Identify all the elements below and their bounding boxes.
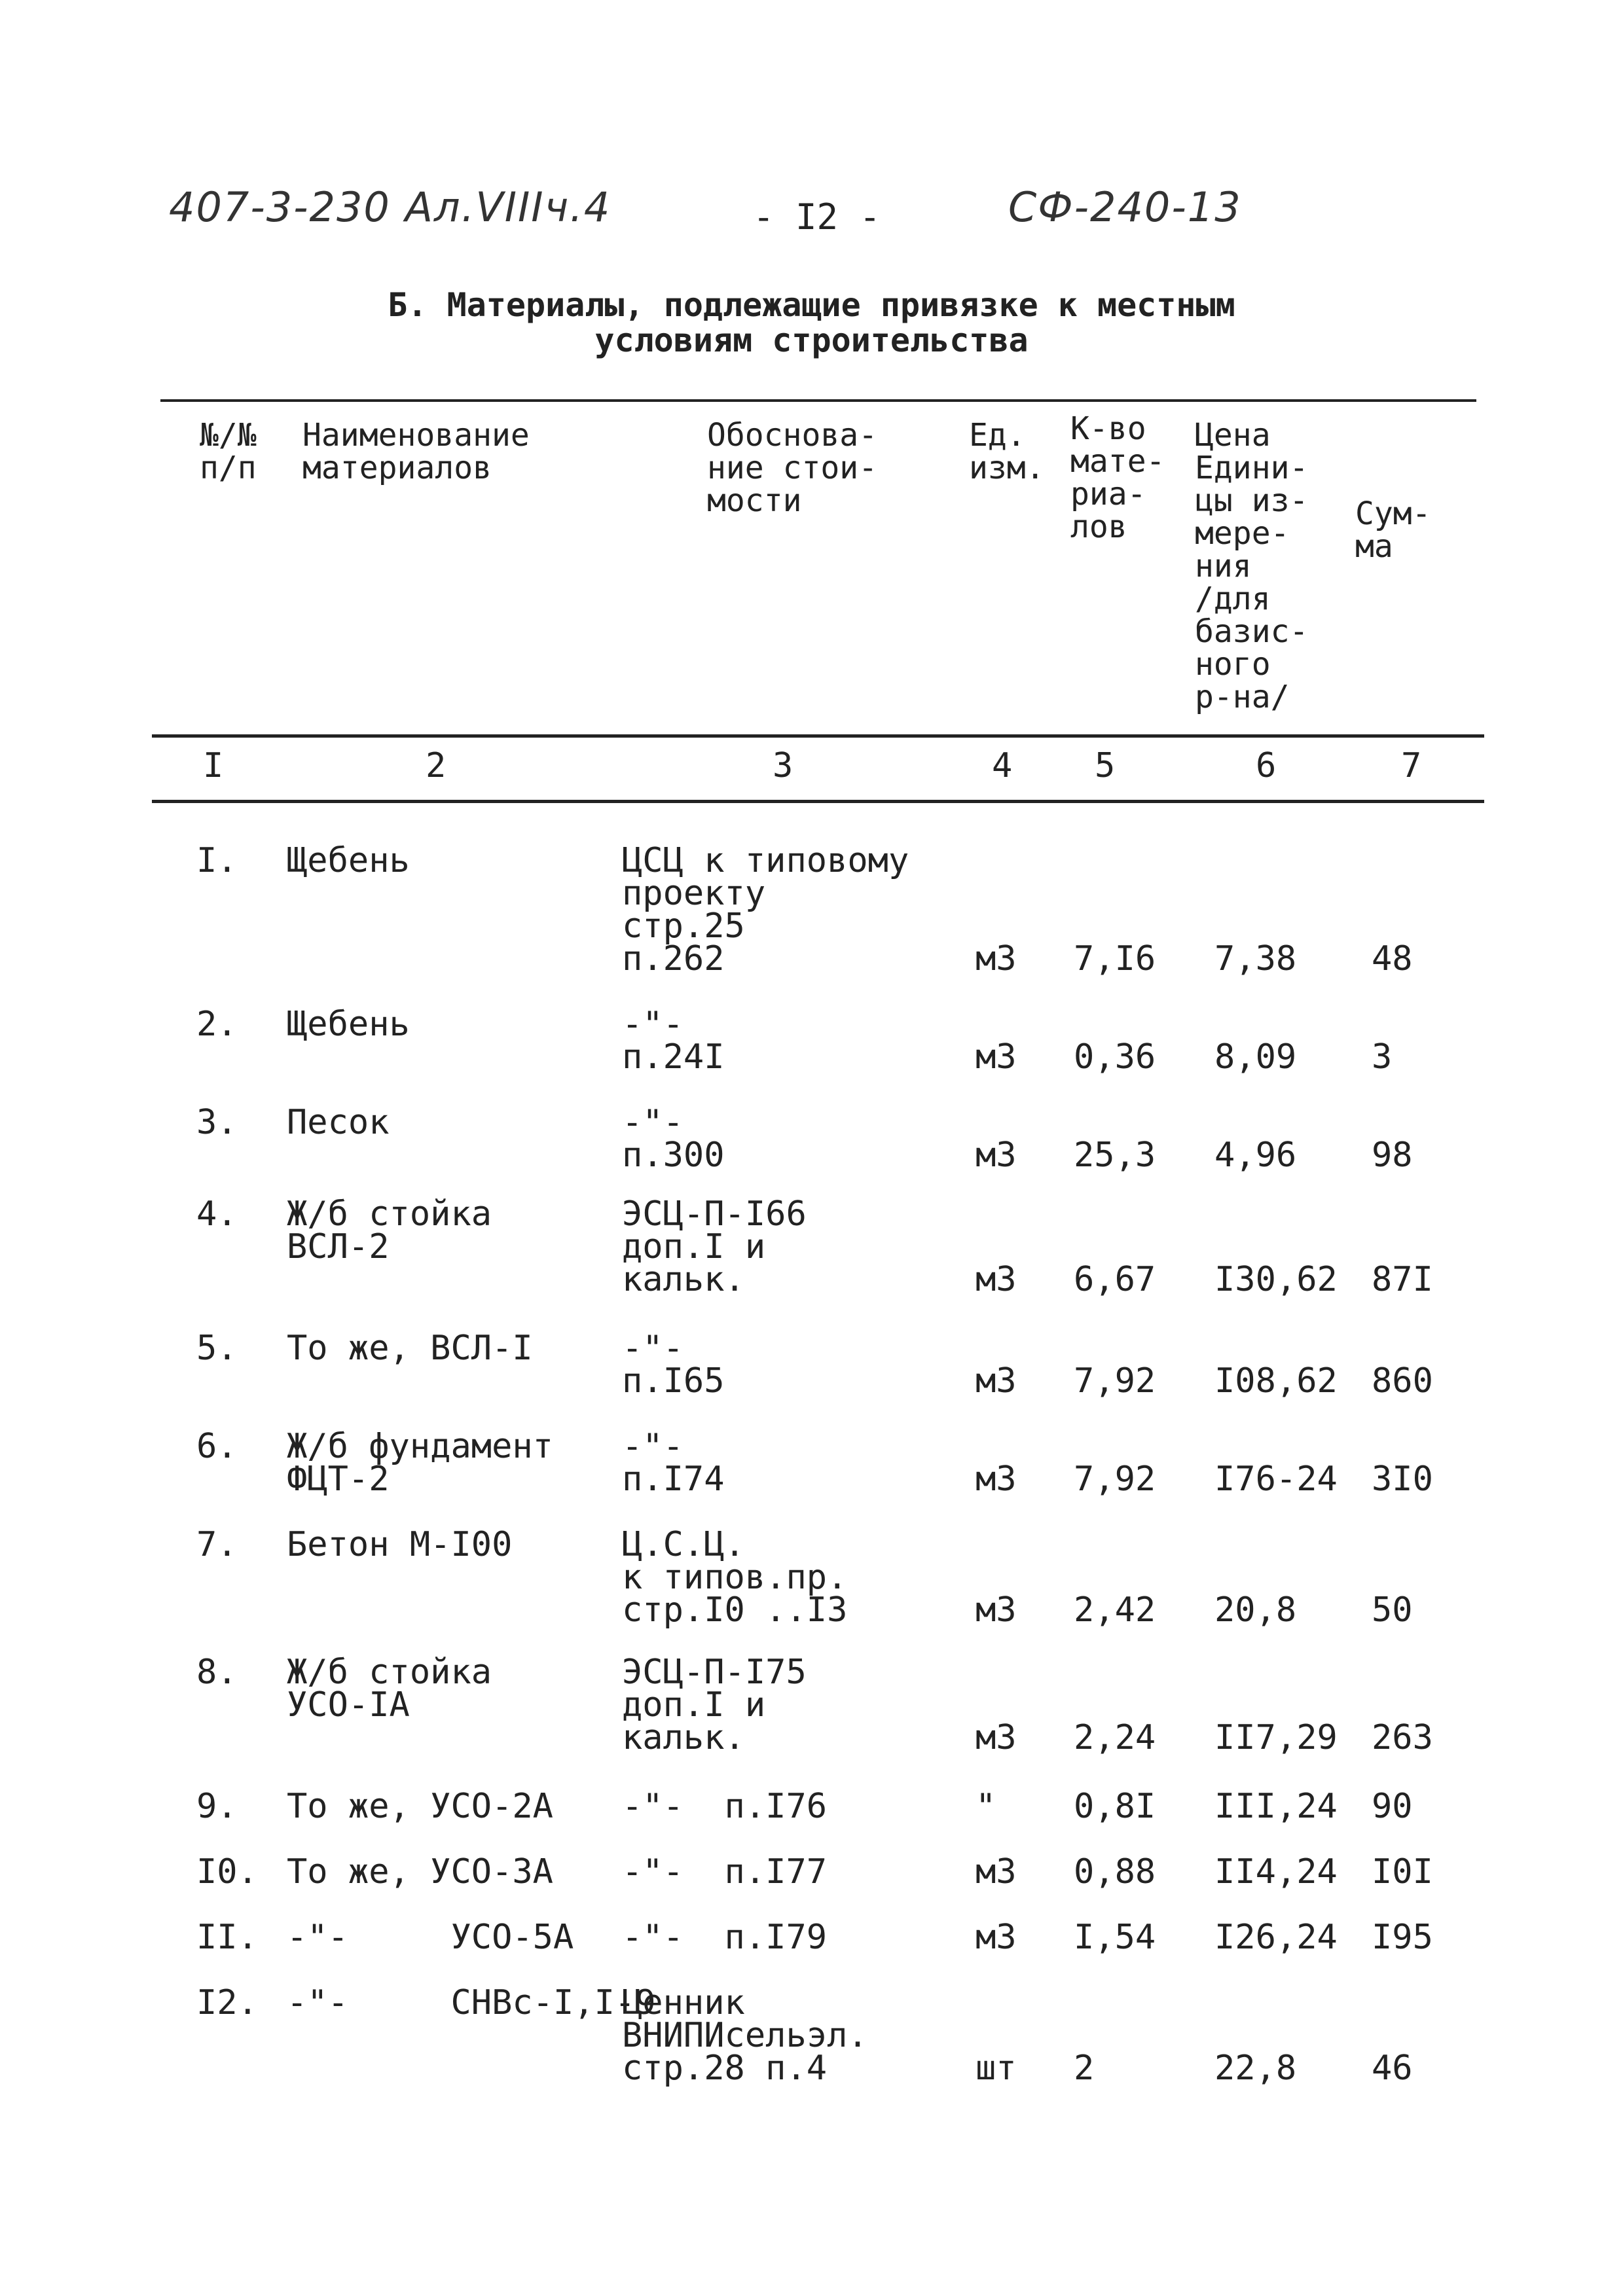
row-quantity: 7,I6 (1074, 939, 1156, 978)
row-number: 2. (196, 1005, 238, 1044)
row-sum: 46 (1372, 2049, 1413, 2088)
row-unit: м3 (976, 1260, 1017, 1299)
row-number: 6. (196, 1427, 238, 1466)
row-quantity: 7,92 (1074, 1361, 1156, 1401)
row-material-name: Песок (287, 1103, 390, 1142)
row-number: 5. (196, 1329, 238, 1368)
row-material-name: Щебень (287, 1005, 410, 1044)
row-cost-basis: ЦСЦ к типовому проекту стр.25 п.262 (622, 841, 909, 978)
col-header-quantity: К-во мате- риа- лов (1070, 410, 1165, 545)
row-material-name: Ж/б стойка УСО-IА (287, 1653, 492, 1725)
col-number-3: 3 (773, 746, 793, 785)
row-sum: I95 (1372, 1918, 1433, 1957)
row-sum: 98 (1372, 1136, 1413, 1175)
column-numbers-rule (152, 800, 1484, 803)
row-unit-price: I76-24 (1214, 1460, 1338, 1499)
row-quantity: 25,3 (1074, 1136, 1156, 1175)
col-header-unit-price: Цена Едини- цы из- мере- ния /для базис- ного р-на/ (1195, 417, 1309, 715)
row-cost-basis: -"- п.I65 (622, 1329, 725, 1401)
row-quantity: I,54 (1074, 1918, 1156, 1957)
row-material-name: -"- СНВс-I,I-9 (287, 1983, 656, 2022)
col-header-number: №/№ п/п (200, 417, 257, 486)
section-title-line-2: условиям строительства (594, 321, 1029, 359)
row-sum: 90 (1372, 1787, 1413, 1826)
row-number: 9. (196, 1787, 238, 1826)
row-unit: м3 (976, 1590, 1017, 1630)
row-sum: 263 (1372, 1718, 1433, 1757)
row-unit-price: 4,96 (1214, 1136, 1297, 1175)
row-material-name: Щебень (287, 841, 410, 880)
row-material-name: -"- УСО-5А (287, 1918, 574, 1957)
col-number-7: 7 (1401, 746, 1422, 785)
row-number: I2. (196, 1983, 258, 2022)
row-unit-price: I26,24 (1214, 1918, 1338, 1957)
row-sum: 50 (1372, 1590, 1413, 1630)
row-cost-basis: Ц.С.Ц. к типов.пр. стр.I0 ..I3 (622, 1525, 848, 1630)
row-number: 4. (196, 1194, 238, 1234)
row-sum: 3I0 (1372, 1460, 1433, 1499)
row-unit-price: III,24 (1214, 1787, 1338, 1826)
row-quantity: 6,67 (1074, 1260, 1156, 1299)
row-unit-price: I08,62 (1214, 1361, 1338, 1401)
row-quantity: 0,36 (1074, 1037, 1156, 1077)
row-unit: " (976, 1787, 996, 1826)
row-quantity: 0,88 (1074, 1852, 1156, 1892)
row-cost-basis: -"- п.I79 (622, 1918, 828, 1957)
col-header-name: Наименование материалов (302, 417, 530, 486)
row-unit: м3 (976, 1718, 1017, 1757)
row-number: 3. (196, 1103, 238, 1142)
header-bottom-rule (152, 734, 1484, 738)
row-material-name: То же, УСО-2А (287, 1787, 553, 1826)
row-material-name: То же, ВСЛ-I (287, 1329, 533, 1368)
row-unit: м3 (976, 1918, 1017, 1957)
row-cost-basis: Ценник ВНИПИсельэл. стр.28 п.4 (622, 1983, 868, 2088)
row-cost-basis: -"- п.I77 (622, 1852, 828, 1892)
row-cost-basis: -"- п.I74 (622, 1427, 725, 1499)
row-unit: м3 (976, 1852, 1017, 1892)
row-quantity: 2,24 (1074, 1718, 1156, 1757)
col-header-unit: Ед. изм. (969, 417, 1045, 486)
row-material-name: Ж/б стойка ВСЛ-2 (287, 1194, 492, 1266)
row-cost-basis: -"- п.24I (622, 1005, 725, 1077)
row-sum: 48 (1372, 939, 1413, 978)
row-unit: м3 (976, 1037, 1017, 1077)
row-unit: м3 (976, 1361, 1017, 1401)
row-sum: 860 (1372, 1361, 1433, 1401)
col-number-2: 2 (426, 746, 447, 785)
row-cost-basis: ЭСЦ-П-I75 доп.I и кальк. (622, 1653, 807, 1757)
col-number-6: 6 (1256, 746, 1277, 785)
row-number: I. (196, 841, 238, 880)
row-unit: м3 (976, 1136, 1017, 1175)
row-quantity: 2,42 (1074, 1590, 1156, 1630)
row-sum: I0I (1372, 1852, 1433, 1892)
section-title-line-1: Б. Материалы, подлежащие привязке к местным (388, 286, 1235, 324)
row-unit-price: II4,24 (1214, 1852, 1338, 1892)
col-header-sum: Сум- ма (1355, 495, 1431, 565)
row-number: I0. (196, 1852, 258, 1892)
row-unit-price: I30,62 (1214, 1260, 1338, 1299)
row-number: 8. (196, 1653, 238, 1692)
row-cost-basis: -"- п.300 (622, 1103, 725, 1175)
col-header-basis: Обоснова- ние стои- мости (707, 417, 878, 519)
row-cost-basis: -"- п.I76 (622, 1787, 828, 1826)
row-sum: 87I (1372, 1260, 1433, 1299)
row-unit-price: 22,8 (1214, 2049, 1297, 2088)
row-cost-basis: ЭСЦ-П-I66 доп.I и кальк. (622, 1194, 807, 1299)
row-unit-price: 8,09 (1214, 1037, 1297, 1077)
table-top-rule (160, 399, 1476, 402)
row-unit: м3 (976, 1460, 1017, 1499)
row-unit: м3 (976, 939, 1017, 978)
row-unit-price: II7,29 (1214, 1718, 1338, 1757)
row-number: II. (196, 1918, 258, 1957)
row-material-name: То же, УСО-3А (287, 1852, 553, 1892)
page-number: - I2 - (753, 196, 881, 238)
row-number: 7. (196, 1525, 238, 1564)
row-unit-price: 7,38 (1214, 939, 1297, 978)
document-code-right: СФ-240-13 (1008, 183, 1242, 231)
row-unit-price: 20,8 (1214, 1590, 1297, 1630)
row-material-name: Бетон М-I00 (287, 1525, 513, 1564)
col-number-4: 4 (992, 746, 1013, 785)
document-code-left: 407-3-230 Ал.VIIIч.4 (169, 183, 611, 231)
row-quantity: 0,8I (1074, 1787, 1156, 1826)
row-quantity: 7,92 (1074, 1460, 1156, 1499)
col-number-1: I (203, 746, 224, 785)
col-number-5: 5 (1095, 746, 1116, 785)
row-unit: шт (976, 2049, 1017, 2088)
row-sum: 3 (1372, 1037, 1393, 1077)
row-material-name: Ж/б фундамент ФЦТ-2 (287, 1427, 553, 1499)
row-quantity: 2 (1074, 2049, 1095, 2088)
